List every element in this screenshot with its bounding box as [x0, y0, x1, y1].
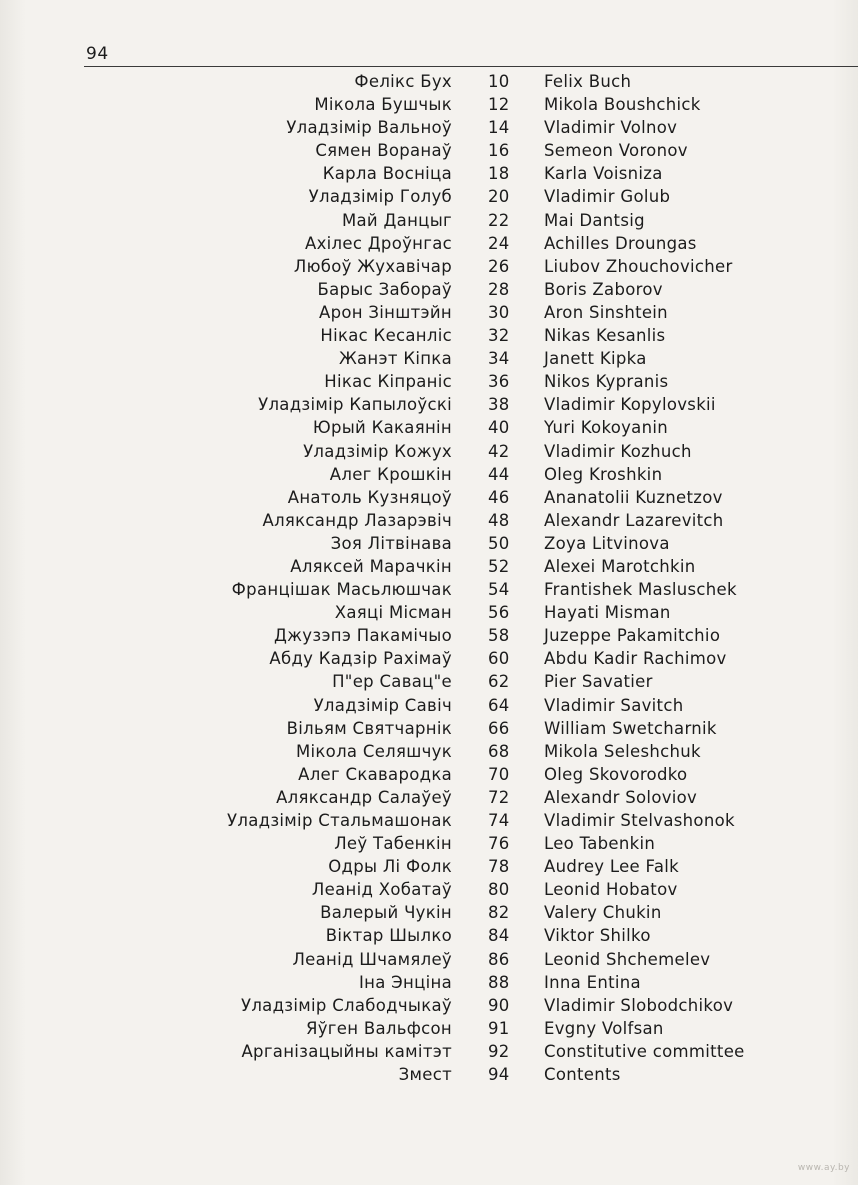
entry-page-number: 34: [488, 349, 510, 369]
entry-name-native: Абду Кадзір Рахімаў: [269, 649, 452, 669]
toc-entry: [0, 832, 858, 855]
toc-entry: [0, 809, 858, 832]
toc-entry: [0, 255, 858, 278]
entry-page-number: 76: [488, 834, 510, 854]
entry-name-latin: Zoya Litvinova: [544, 533, 670, 553]
entry-name-latin: Viktor Shilko: [544, 926, 651, 946]
entry-name-native: Іна Энціна: [358, 972, 452, 992]
toc-entry: [0, 994, 858, 1017]
entry-name-latin: Achilles Droungas: [544, 233, 697, 253]
entry-name-native: Арганізацыйны камітэт: [241, 1041, 452, 1061]
entry-name-native: Францішак Масьлюшчак: [231, 580, 452, 600]
entry-name-latin: Hayati Misman: [544, 603, 671, 623]
entry-name-native: Арон Зінштэйн: [318, 302, 452, 322]
toc-entry: [0, 971, 858, 994]
toc-entry: [0, 70, 858, 93]
entry-page-number: 68: [488, 741, 510, 761]
toc-entry: [0, 440, 858, 463]
entry-page-number: 14: [488, 118, 510, 138]
entry-name-native: Аляксей Марачкін: [290, 556, 452, 576]
entry-name-native: Аляксандр Салаўеў: [276, 787, 452, 807]
entry-name-latin: Liubov Zhouchovicher: [544, 256, 733, 276]
entry-name-native: Аляксандр Лазарэвіч: [262, 510, 452, 530]
entry-page-number: 12: [488, 95, 510, 115]
entry-page-number: 10: [488, 72, 510, 91]
entry-page-number: 42: [488, 441, 510, 461]
entry-page-number: 46: [488, 487, 510, 507]
entry-name-latin: Felix Buch: [544, 72, 632, 91]
entry-page-number: 66: [488, 718, 510, 738]
entry-name-latin: William Swetcharnik: [544, 718, 717, 738]
entry-name-latin: Alexandr Lazarevitch: [544, 510, 724, 530]
toc-entry: [0, 370, 858, 393]
entry-page-number: 32: [488, 326, 510, 346]
toc-entry: [0, 555, 858, 578]
entry-name-native: П"ер Савац"е: [332, 672, 452, 692]
toc-entry: [0, 717, 858, 740]
toc-entry: [0, 670, 858, 693]
entry-page-number: 52: [488, 556, 510, 576]
toc-entry: [0, 347, 858, 370]
toc-entry: [0, 1017, 858, 1040]
entry-name-native: Жанэт Кіпка: [338, 349, 452, 369]
toc-entry: [0, 93, 858, 116]
entry-name-latin: Vladimir Savitch: [544, 695, 684, 715]
entry-name-native: Ахілес Дроўнгас: [304, 233, 452, 253]
watermark: www.ay.by: [797, 1163, 850, 1173]
entry-page-number: 86: [488, 949, 510, 969]
entry-name-native: Валерый Чукін: [320, 903, 452, 923]
entry-page-number: 56: [488, 603, 510, 623]
entry-page-number: 18: [488, 164, 510, 184]
entry-name-latin: Leo Tabenkin: [544, 834, 656, 854]
entry-name-native: Нікас Кесанліс: [320, 326, 452, 346]
toc-entry: [0, 486, 858, 509]
entry-name-native: Змест: [398, 1065, 452, 1085]
toc-entry: [0, 878, 858, 901]
entry-name-native: Уладзімір Стальмашонак: [227, 811, 452, 830]
entry-name-latin: Alexandr Soloviov: [544, 787, 698, 807]
toc-entry: [0, 901, 858, 924]
entry-page-number: 60: [488, 649, 510, 669]
toc-entry: [0, 232, 858, 255]
entry-page-number: 44: [488, 464, 510, 484]
page-number: 94: [86, 44, 109, 64]
entry-name-native: Мікола Бушчык: [314, 95, 452, 115]
entry-name-latin: Alexei Marotchkin: [544, 556, 696, 576]
entry-name-latin: Frantishek Masluschek: [544, 580, 737, 600]
entry-page-number: 92: [488, 1041, 510, 1061]
entry-page-number: 30: [488, 302, 510, 322]
entry-name-native: Одры Лі Фолк: [328, 857, 452, 877]
entry-name-latin: Valery Chukin: [544, 903, 662, 923]
entry-page-number: 16: [488, 141, 510, 161]
entry-name-latin: Leonid Shchemelev: [544, 949, 711, 969]
entry-page-number: 84: [488, 926, 510, 946]
toc-entry: [0, 278, 858, 301]
entry-name-native: Уладзімір Кожух: [303, 441, 452, 461]
entry-name-latin: Juzeppe Pakamitchio: [544, 626, 721, 646]
toc-entry: [0, 532, 858, 555]
entry-name-latin: Contents: [544, 1065, 621, 1085]
entry-name-native: Леанід Хобатаў: [311, 880, 452, 900]
entry-page-number: 28: [488, 279, 510, 299]
entry-name-latin: Inna Entina: [544, 972, 641, 992]
toc-entry: [0, 324, 858, 347]
entry-name-native: Уладзімір Голуб: [308, 187, 452, 207]
entry-page-number: 74: [488, 811, 510, 830]
toc-entry: [0, 624, 858, 647]
entry-page-number: 58: [488, 626, 510, 646]
toc-entry: [0, 948, 858, 971]
entry-name-latin: Vladimir Kozhuch: [544, 441, 692, 461]
entry-name-native: Уладзімір Слабодчыкаў: [240, 995, 452, 1015]
entry-name-native: Анатоль Кузняцоў: [287, 487, 452, 507]
entry-page-number: 94: [488, 1065, 510, 1085]
entry-name-latin: Leonid Hobatov: [544, 880, 678, 900]
entry-name-latin: Aron Sinshtein: [544, 302, 668, 322]
entry-name-latin: Oleg Skovorodko: [544, 764, 688, 784]
entry-name-latin: Vladimir Slobodchikov: [544, 995, 734, 1015]
entry-name-latin: Nikas Kesanlis: [544, 326, 666, 346]
toc-entry: [0, 601, 858, 624]
toc-entry: [0, 139, 858, 162]
entry-name-native: Вільям Святчарнік: [286, 718, 452, 738]
toc-entry: [0, 924, 858, 947]
entry-name-native: Яўген Вальфсон: [305, 1018, 452, 1038]
entry-page-number: 40: [488, 418, 510, 438]
header-rule: [84, 66, 858, 67]
entry-name-latin: Audrey Lee Falk: [544, 857, 679, 877]
entry-name-native: Юрый Какаянін: [312, 418, 452, 438]
entry-name-native: Зоя Літвінава: [330, 533, 452, 553]
toc-entry: [0, 416, 858, 439]
entry-name-latin: Vladimir Stelvashonok: [544, 811, 735, 830]
toc-entry: [0, 694, 858, 717]
toc-entry: [0, 185, 858, 208]
entry-page-number: 82: [488, 903, 510, 923]
entry-name-latin: Mikola Boushchick: [544, 95, 701, 115]
entry-page-number: 54: [488, 580, 510, 600]
entry-name-latin: Vladimir Kopylovskii: [544, 395, 716, 415]
toc-entry: [0, 1063, 858, 1086]
entry-page-number: 90: [488, 995, 510, 1015]
entry-name-native: Уладзімір Савіч: [313, 695, 452, 715]
entry-name-native: Любоў Жухавічар: [293, 256, 452, 276]
entry-name-latin: Janett Kipka: [544, 349, 647, 369]
toc-entry: [0, 116, 858, 139]
entry-name-native: Віктар Шылко: [325, 926, 452, 946]
entry-page-number: 24: [488, 233, 510, 253]
table-of-contents: [0, 70, 858, 1086]
entry-page-number: 36: [488, 372, 510, 392]
entry-page-number: 70: [488, 764, 510, 784]
toc-entry: [0, 763, 858, 786]
toc-entry: [0, 393, 858, 416]
entry-name-native: Мікола Селяшчук: [295, 741, 452, 761]
toc-entry: [0, 786, 858, 809]
entry-name-native: Уладзімір Вальноў: [286, 118, 452, 138]
entry-page-number: 26: [488, 256, 510, 276]
entry-name-native: Сямен Воранаў: [315, 141, 452, 161]
toc-entry: [0, 301, 858, 324]
entry-name-latin: Ananatolii Kuznetzov: [544, 487, 723, 507]
entry-page-number: 64: [488, 695, 510, 715]
toc-entry: [0, 855, 858, 878]
entry-name-latin: Semeon Voronov: [544, 141, 688, 161]
toc-entry: [0, 647, 858, 670]
entry-name-native: Джузэпэ Пакамічыо: [273, 626, 452, 646]
toc-entry: [0, 209, 858, 232]
entry-name-latin: Boris Zaborov: [544, 279, 663, 299]
toc-entry: [0, 162, 858, 185]
entry-name-latin: Yuri Kokoyanin: [544, 418, 668, 438]
entry-name-native: Барыс Забораў: [317, 279, 452, 299]
entry-name-native: Леў Табенкін: [334, 834, 452, 854]
entry-page-number: 20: [488, 187, 510, 207]
entry-page-number: 50: [488, 533, 510, 553]
entry-page-number: 91: [488, 1018, 510, 1038]
entry-name-native: Нікас Кіпраніс: [324, 372, 452, 392]
entry-name-latin: Mikola Seleshchuk: [544, 741, 701, 761]
entry-name-latin: Constitutive committee: [544, 1041, 745, 1061]
entry-name-native: Хаяці Місман: [334, 603, 452, 623]
entry-name-latin: Karla Voisniza: [544, 164, 663, 184]
entry-page-number: 78: [488, 857, 510, 877]
entry-page-number: 80: [488, 880, 510, 900]
entry-name-native: Алег Крошкін: [329, 464, 452, 484]
toc-entry: [0, 509, 858, 532]
entry-page-number: 38: [488, 395, 510, 415]
entry-name-native: Фелікс Бух: [354, 72, 452, 91]
entry-page-number: 22: [488, 210, 510, 230]
entry-page-number: 62: [488, 672, 510, 692]
entry-page-number: 48: [488, 510, 510, 530]
entry-name-native: Алег Скавародка: [298, 764, 452, 784]
entry-page-number: 72: [488, 787, 510, 807]
entry-name-latin: Abdu Kadir Rachimov: [544, 649, 727, 669]
entry-name-native: Май Данцыг: [341, 210, 452, 230]
entry-name-latin: Pier Savatier: [544, 672, 653, 692]
toc-entry: [0, 578, 858, 601]
entry-name-latin: Vladimir Volnov: [544, 118, 678, 138]
entry-name-native: Карла Восніца: [322, 164, 452, 184]
entry-name-native: Леанід Шчамялеў: [292, 949, 452, 969]
toc-entry: [0, 740, 858, 763]
entry-name-latin: Evgny Volfsan: [544, 1018, 664, 1038]
entry-name-latin: Nikos Kypranis: [544, 372, 669, 392]
toc-entry: [0, 463, 858, 486]
entry-name-latin: Vladimir Golub: [544, 187, 671, 207]
toc-entry: [0, 1040, 858, 1063]
entry-name-latin: Mai Dantsig: [544, 210, 645, 230]
entry-name-latin: Oleg Kroshkin: [544, 464, 663, 484]
entry-name-native: Уладзімір Капылоўскі: [258, 395, 452, 415]
entry-page-number: 88: [488, 972, 510, 992]
